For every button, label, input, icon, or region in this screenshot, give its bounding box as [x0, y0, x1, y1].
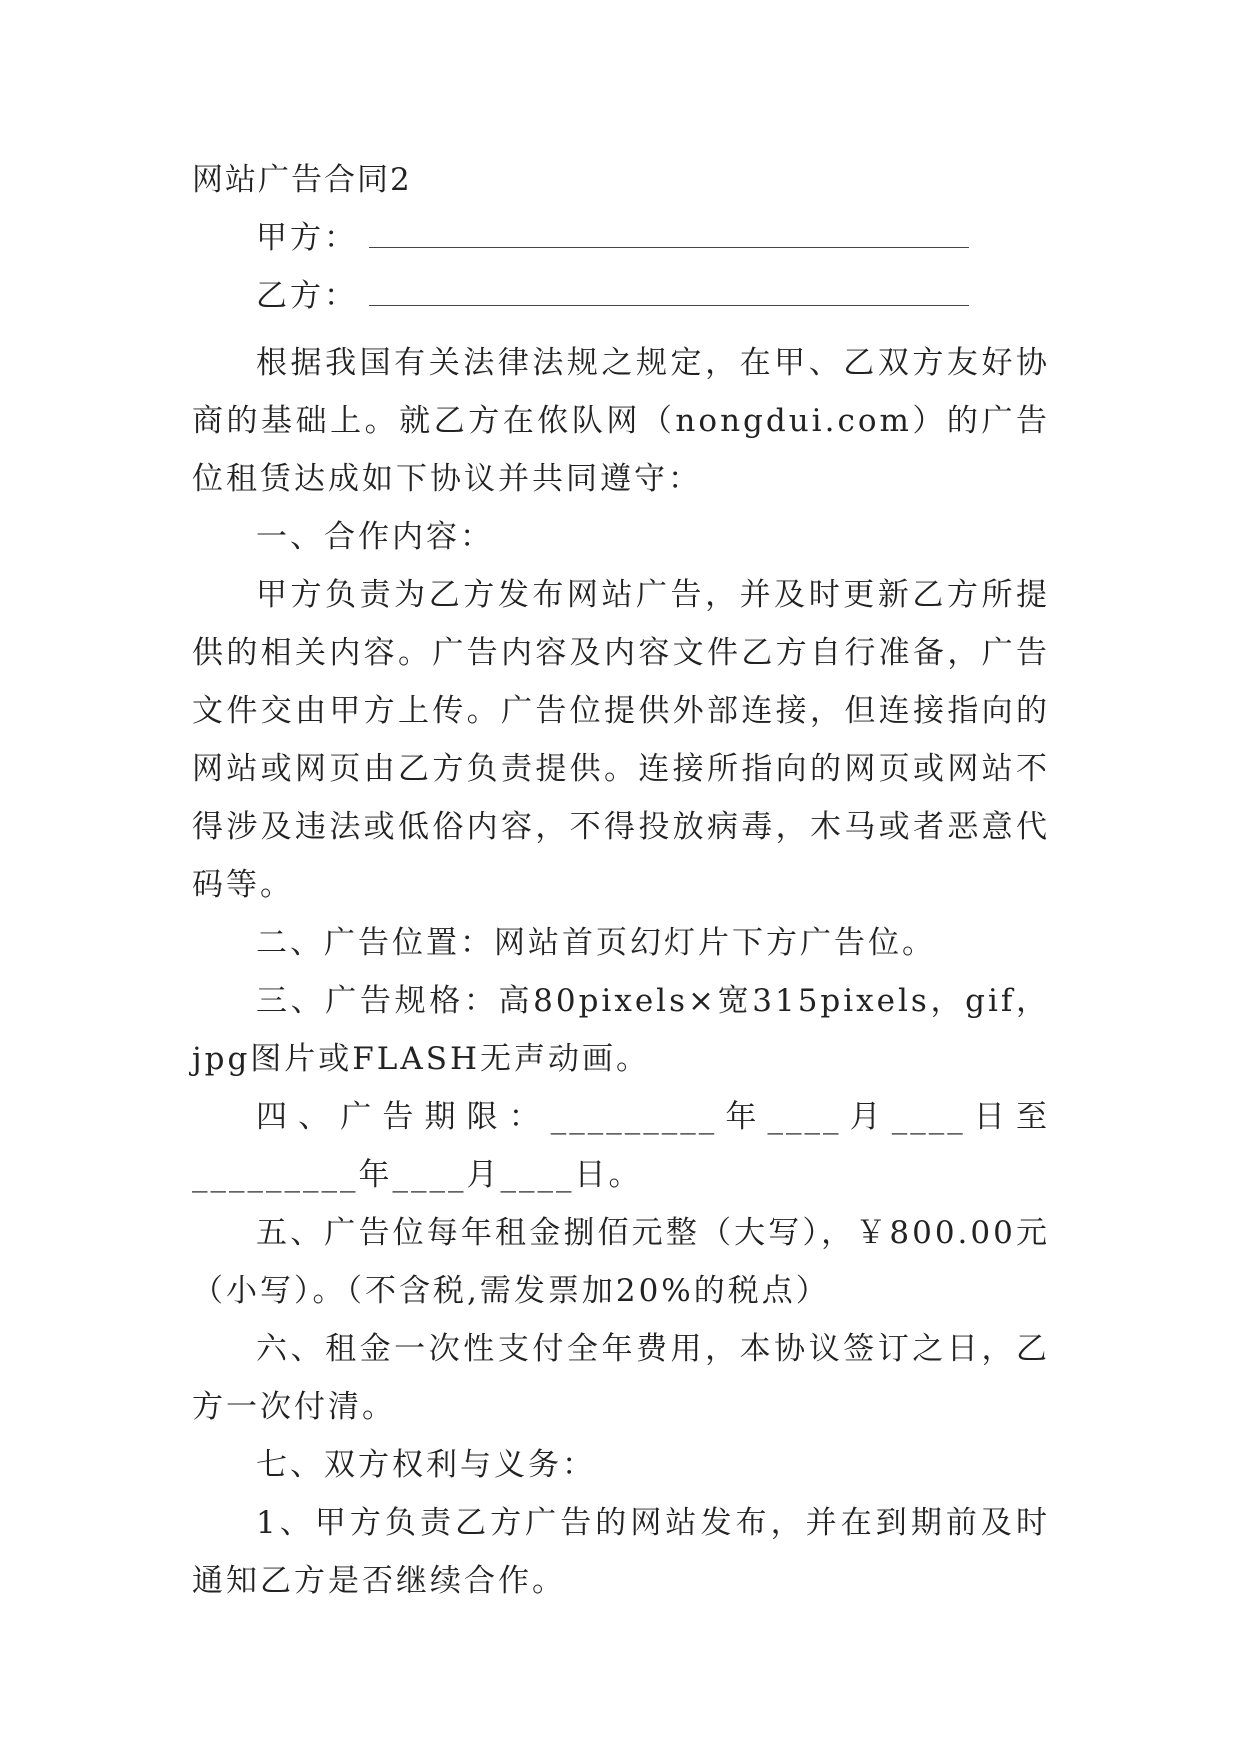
paragraph-ad-position: 二、广告位置：网站首页幻灯片下方广告位。 — [256, 925, 936, 961]
paragraph-ad-spec: 三、广告规格：高80pixels×宽315pixels，gif，jpg图片或FLASH无声动画。 — [192, 983, 1050, 1077]
document-page — [192, 160, 1050, 1610]
party-b-blank — [369, 283, 969, 306]
paragraph-rent: 五、广告位每年租金捌佰元整（大写），￥800.00元（小写）。（不含税,需发票加20%的税点） — [192, 1215, 1050, 1309]
section-heading-rights: 七、双方权利与义务： — [256, 1447, 596, 1483]
paragraph-ad-period: 四、广告期限：_________年____月____日至_________年____月____日。 — [192, 1099, 1050, 1193]
paragraph-rights-1: 1、甲方负责乙方广告的网站发布，并在到期前及时通知乙方是否继续合作。 — [192, 1505, 1050, 1599]
section-heading-cooperation: 一、合作内容： — [256, 519, 494, 555]
party-b-label: 乙方： — [256, 278, 358, 314]
paragraph-payment: 六、租金一次性支付全年费用，本协议签订之日，乙方一次付清。 — [192, 1331, 1050, 1425]
party-a-blank — [369, 225, 969, 248]
party-a-line — [192, 218, 1050, 258]
party-a-label: 甲方： — [256, 220, 358, 256]
paragraph-intro: 根据我国有关法律法规之规定，在甲、乙双方友好协商的基础上。就乙方在侬队网（nongdui.com）的广告位租赁达成如下协议并共同遵守： — [192, 345, 1050, 497]
party-b-line — [192, 276, 1050, 316]
paragraph-cooperation-content: 甲方负责为乙方发布网站广告，并及时更新乙方所提供的相关内容。广告内容及内容文件乙方自行准备，广告文件交由甲方上传。广告位提供外部连接，但连接指向的网站或网页由乙方负责提供。连接所指向的网页或网站不得涉及违法或低俗内容，不得投放病毒，木马或者恶意代码等。 — [192, 577, 1050, 903]
document-title: 网站广告合同2 — [192, 162, 412, 198]
